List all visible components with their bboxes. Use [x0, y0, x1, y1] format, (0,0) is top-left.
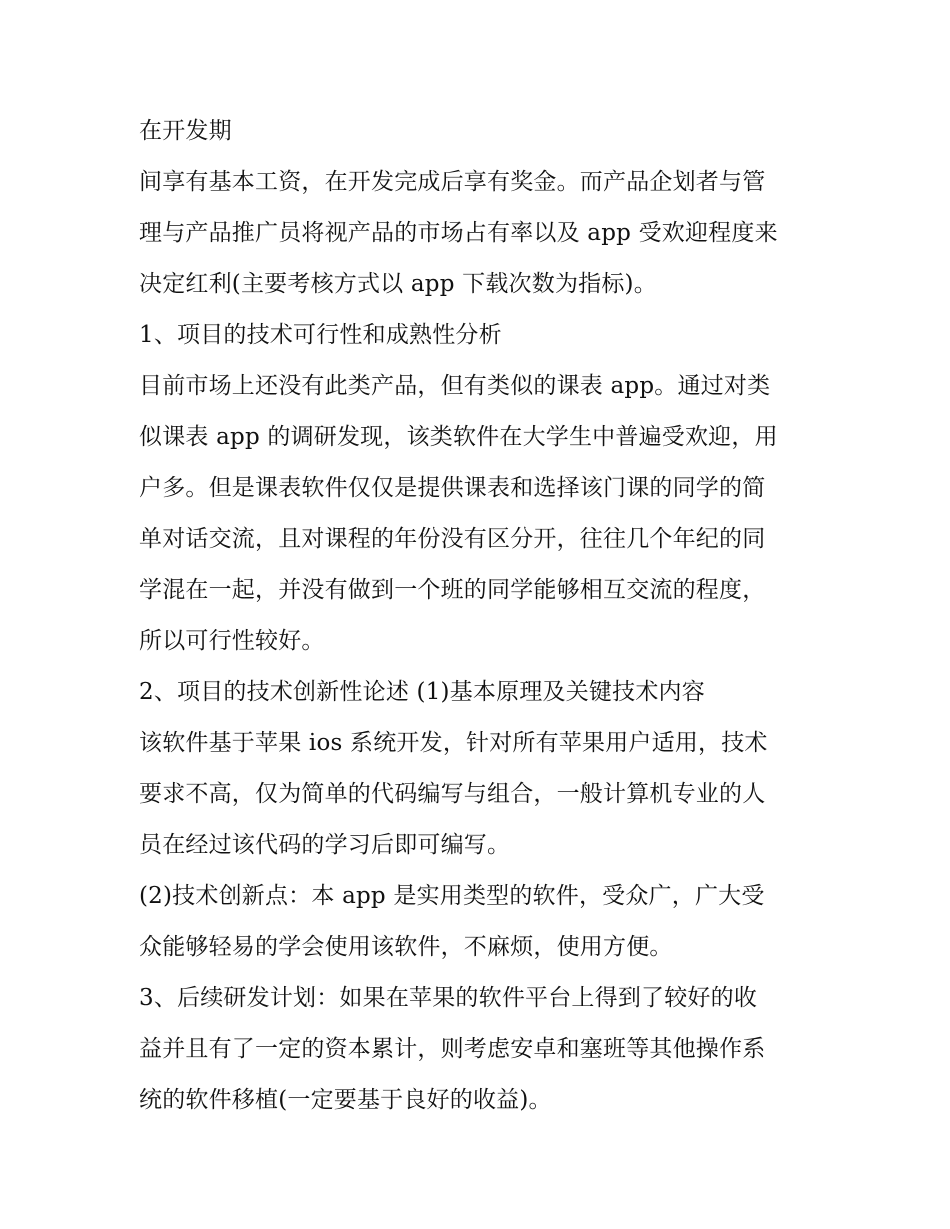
text-line: 决定红利(主要考核方式以 app 下载次数为指标)。 [139, 271, 657, 297]
text-line: 众能够轻易的学会使用该软件，不麻烦，使用方便。 [139, 934, 673, 960]
text-line: 要求不高，仅为简单的代码编写与组合，一般计算机专业的人 [139, 781, 766, 807]
text-line: 户多。但是课表软件仅仅是提供课表和选择该门课的同学的简 [139, 475, 766, 501]
section-heading-innovation: 2、项目的技术创新性论述 (1)基本原理及关键技术内容 [139, 679, 705, 705]
section-heading-plan: 3、后续研发计划：如果在苹果的软件平台上得到了较好的收 [139, 985, 758, 1011]
text-line: 似课表 app 的调研发现，该类软件在大学生中普遍受欢迎，用 [139, 424, 778, 450]
text-line: 所以可行性较好。 [139, 628, 325, 654]
text-line: 目前市场上还没有此类产品，但有类似的课表 app。通过对类 [139, 373, 771, 399]
text-line: 理与产品推广员将视产品的市场占有率以及 app 受欢迎程度来 [139, 220, 778, 246]
text-line: 该软件基于苹果 ios 系统开发，针对所有苹果用户适用，技术 [139, 730, 768, 756]
text-line: 在开发期 [139, 118, 232, 144]
text-line: (2)技术创新点：本 app 是实用类型的软件，受众广，广大受 [139, 883, 765, 909]
text-line: 益并且有了一定的资本累计，则考虑安卓和塞班等其他操作系 [139, 1036, 766, 1062]
text-line: 员在经过该代码的学习后即可编写。 [139, 832, 511, 858]
section-heading-feasibility: 1、项目的技术可行性和成熟性分析 [139, 322, 502, 348]
text-line: 单对话交流，且对课程的年份没有区分开，往往几个年纪的同 [139, 526, 766, 552]
text-line: 间享有基本工资，在开发完成后享有奖金。而产品企划者与管 [139, 169, 766, 195]
text-line: 学混在一起，并没有做到一个班的同学能够相互交流的程度， [139, 577, 766, 603]
document-body [139, 108, 819, 1128]
text-line: 统的软件移植(一定要基于良好的收益)。 [139, 1087, 552, 1113]
